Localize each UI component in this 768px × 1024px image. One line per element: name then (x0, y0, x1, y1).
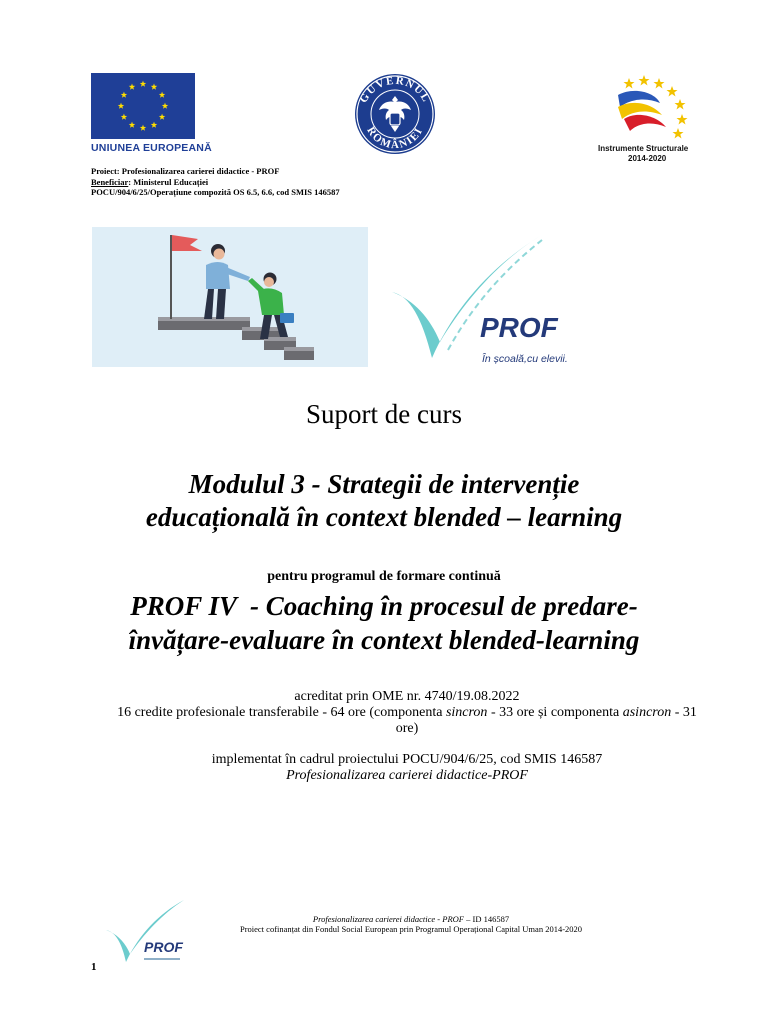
project-info (91, 166, 340, 198)
implementation-line: implementat în cadrul proiectului POCU/904/6/25, cod SMIS 146587 (211, 752, 603, 767)
government-romania-seal (349, 72, 441, 156)
is-label-line1: Instrumente Structurale (598, 144, 689, 153)
project-line: Proiect: Profesionalizarea carierei didactice - PROF (91, 166, 280, 176)
page-number: 1 (91, 961, 97, 973)
program-intro: pentru programul de formare continuă (267, 569, 501, 584)
operation-line: POCU/904/6/25/Operațiune compozită OS 6.5, 6.6, cod SMIS 146587 (91, 187, 340, 197)
eu-star (159, 92, 165, 98)
briefcase-icon (280, 313, 294, 323)
accreditation-info (92, 689, 722, 737)
prof-logo-word: PROF (480, 312, 558, 343)
module-title-line2: educațională în context blended – learning (145, 502, 623, 532)
footer-line1 (196, 914, 626, 924)
coaching-illustration (92, 227, 368, 367)
eu-star (151, 84, 157, 90)
program-title-line2: învățare-evaluare în context blended-learning (128, 625, 640, 655)
eu-star (121, 92, 127, 98)
footer-text (196, 914, 626, 934)
is-label-years: 2014-2020 (628, 154, 667, 163)
gov-text-top: GUVERNUL (357, 74, 433, 106)
flag-icon (172, 235, 202, 251)
eu-label: UNIUNEA EUROPEANĂ (91, 142, 212, 154)
project-name-line: Profesionalizarea carierei didactice-PROF (286, 768, 528, 783)
eu-star (121, 114, 127, 120)
beneficiar-line (91, 177, 340, 188)
prof-logo-tagline: În școală,cu elevii. (482, 353, 568, 365)
credits-line (92, 705, 722, 721)
eu-logo (91, 73, 212, 159)
footer-prof-logo (104, 896, 192, 968)
eu-star (129, 122, 135, 128)
credits-sincron: sincron (445, 705, 488, 720)
gov-text-bottom: ROMÂNIEI (364, 124, 426, 152)
footer-line2: Proiect cofinanțat din Fondul Social European prin Programul Operațional Capital Uman 2014-2020 (239, 924, 583, 934)
credits-text-a: 16 credite profesionale transferabile - 64 ore (componenta (117, 705, 446, 720)
implementation-info (92, 752, 722, 784)
credits-line-end: ore) (395, 721, 419, 736)
program-title (70, 589, 698, 657)
module-title-line1: Modulul 3 - Strategii de intervenție (188, 469, 580, 499)
beneficiar-label: Beneficiar (91, 176, 129, 187)
eu-flag-icon (91, 73, 195, 139)
instrumente-structurale-label (598, 144, 708, 164)
footer-project-id: – ID 146587 (463, 914, 510, 924)
credits-text-b: - 33 ore și componenta (487, 705, 623, 720)
module-title (80, 468, 688, 534)
eu-star (140, 81, 146, 87)
footer-project-name: Profesionalizarea carierei didactice - PROF (312, 914, 464, 924)
footer-prof-word: PROF (144, 939, 183, 955)
eu-star (118, 103, 124, 109)
beneficiar-value: : Ministerul Educației (128, 176, 209, 187)
eu-star (129, 84, 135, 90)
eu-star (162, 103, 168, 109)
eu-star (151, 122, 157, 128)
eu-star (140, 125, 146, 131)
prof-logo (388, 232, 568, 370)
program-title-line1: PROF IV - Coaching în procesul de predare- (130, 591, 638, 621)
credits-text-c: - 31 (671, 705, 697, 720)
credits-asincron: asincron (622, 705, 672, 720)
accreditation-line: acreditat prin OME nr. 4740/19.08.2022 (294, 689, 520, 704)
eu-star (159, 114, 165, 120)
document-title: Suport de curs (306, 399, 462, 429)
